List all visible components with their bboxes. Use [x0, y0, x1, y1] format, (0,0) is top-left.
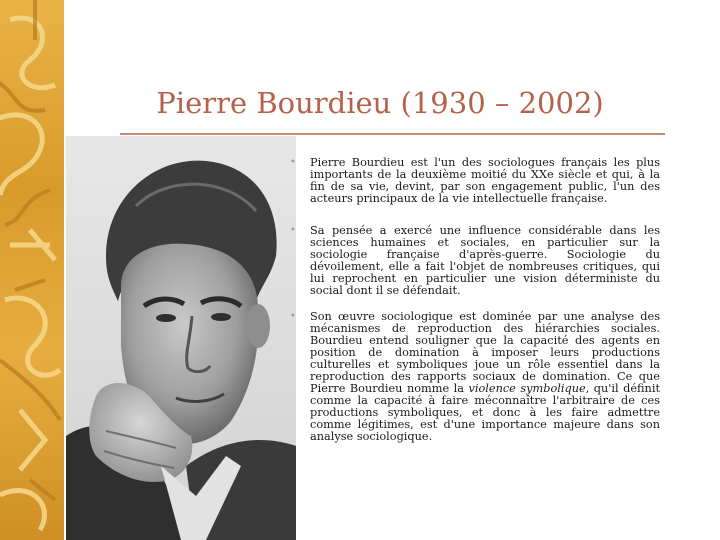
bullet-emphasis: violence symbolique — [468, 382, 586, 395]
list-item — [290, 225, 660, 297]
title-divider — [120, 133, 665, 135]
bullet-text: Sa pensée a exercé une influence considérable dans les sciences humaines et sociales, en particulier sur la sociologie française d'après-guerre. Sociologie du dévoilement, elle a fait l'objet de nombreuses critiques, qui lui reprochent en particulier une vision déterministe du social dont il se défendait. — [310, 224, 660, 297]
portrait-photo — [66, 136, 296, 540]
portrait-illustration — [66, 136, 296, 540]
currency-symbols-art — [0, 0, 64, 540]
bullet-marker: • — [290, 157, 296, 168]
bullet-list — [290, 157, 660, 463]
list-item — [290, 157, 660, 205]
bullet-text-after: , qu'il définit comme la capacité à faire méconnaître l'arbitraire de ces productions symboliques, et donc à les faire admettre comme légitimes, est d'une importance majeure dans son analyse sociologique. — [310, 382, 660, 443]
bullet-text: Pierre Bourdieu est l'un des sociologues français les plus importants de la deuxième moitié du XXe siècle et qui, à la fin de sa vie, devint, par son engagement public, l'un des acteurs principaux de la vie intellectuelle française. — [310, 156, 660, 205]
list-item — [290, 311, 660, 443]
bullet-marker: • — [290, 311, 296, 322]
slide-title: Pierre Bourdieu (1930 – 2002) — [156, 86, 604, 120]
currency-symbols-strip — [0, 0, 64, 540]
bullet-marker: • — [290, 225, 296, 236]
bullet-text-before: Son œuvre sociologique est dominée par une analyse des mécanismes de reproduction des hiérarchies sociales. Bourdieu entend souligner que la capacité des agents en position de domination à imposer leurs productions culturelles et symboliques joue un rôle essentiel dans la reproduction des rapports sociaux de domination. Ce que Pierre Bourdieu nomme la — [310, 310, 660, 395]
